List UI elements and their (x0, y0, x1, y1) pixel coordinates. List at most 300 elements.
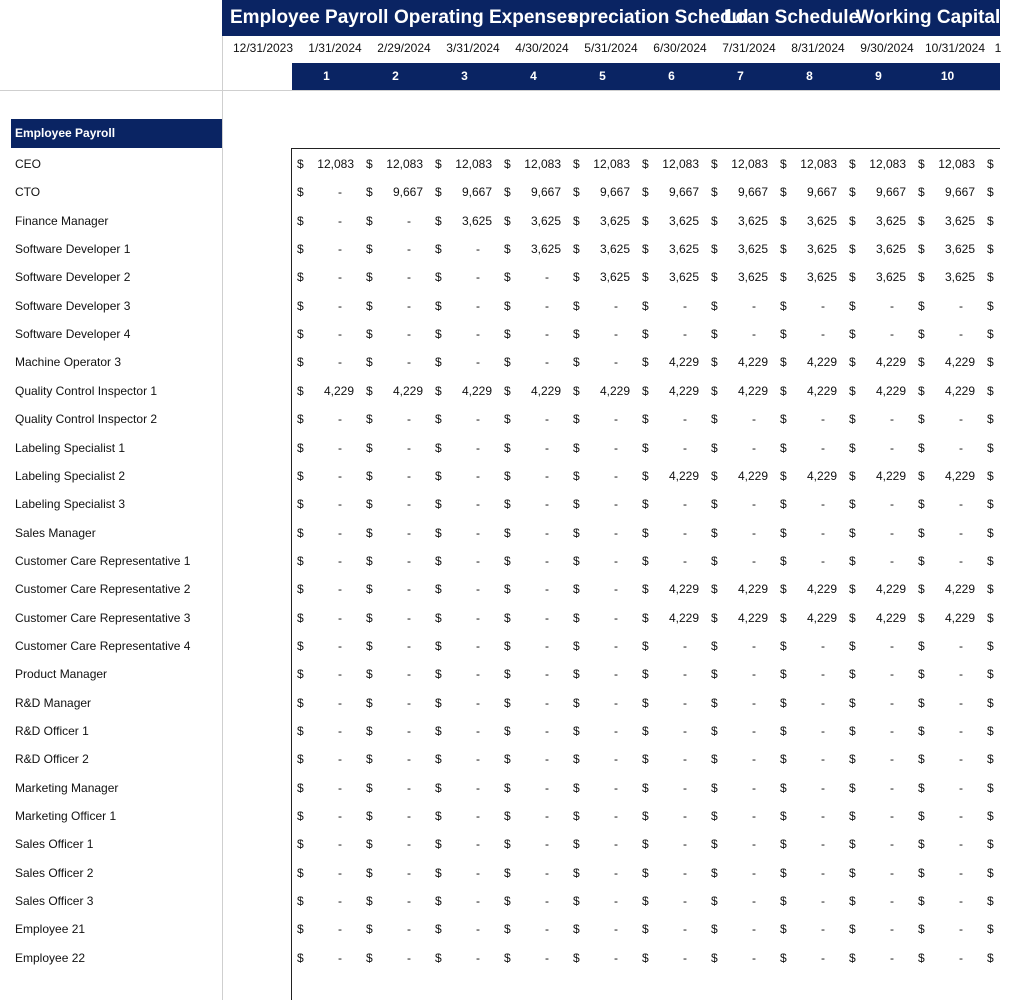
value-cell[interactable]: - (476, 752, 480, 767)
value-cell[interactable]: - (959, 667, 963, 682)
value-cell[interactable]: 4,229 (668, 582, 699, 597)
value-cell[interactable]: - (338, 440, 342, 455)
value-cell[interactable]: - (683, 412, 687, 427)
value-cell[interactable]: - (614, 752, 618, 767)
value-cell[interactable]: - (545, 922, 549, 937)
value-cell[interactable]: - (614, 440, 618, 455)
value-cell[interactable]: - (821, 667, 825, 682)
value-cell[interactable]: 3,625 (668, 213, 699, 228)
value-cell[interactable]: 3,625 (737, 213, 768, 228)
value-cell[interactable]: - (890, 553, 894, 568)
value-cell[interactable]: - (821, 950, 825, 965)
value-cell[interactable]: - (752, 724, 756, 738)
value-cell[interactable]: - (545, 468, 549, 483)
value-cell[interactable]: - (338, 724, 342, 738)
value-cell[interactable]: - (476, 667, 480, 682)
value-cell[interactable]: - (959, 809, 963, 824)
value-cell[interactable]: - (890, 638, 894, 653)
value-cell[interactable]: - (338, 553, 342, 568)
value-cell[interactable]: 12,083 (869, 157, 906, 171)
value-cell[interactable]: - (407, 667, 411, 682)
value-cell[interactable]: - (545, 809, 549, 824)
value-cell[interactable]: - (890, 752, 894, 767)
value-cell[interactable]: 9,667 (599, 185, 630, 200)
value-cell[interactable]: - (407, 922, 411, 937)
value-cell[interactable]: - (614, 837, 618, 852)
value-cell[interactable]: - (338, 667, 342, 682)
value-cell[interactable]: 4,229 (737, 610, 768, 625)
value-cell[interactable]: - (338, 213, 342, 228)
value-cell[interactable]: - (476, 809, 480, 824)
value-cell[interactable]: 4,229 (668, 610, 699, 625)
value-cell[interactable]: - (338, 922, 342, 937)
value-cell[interactable]: - (476, 865, 480, 880)
value-cell[interactable]: - (407, 270, 411, 285)
value-cell[interactable]: - (338, 780, 342, 795)
value-cell[interactable]: - (407, 950, 411, 965)
value-cell[interactable]: - (959, 553, 963, 568)
value-cell[interactable]: 4,229 (392, 383, 423, 398)
value-cell[interactable]: - (890, 922, 894, 937)
currency-symbol: $ (642, 837, 649, 852)
value-cell[interactable]: - (614, 412, 618, 427)
value-cell[interactable]: - (614, 355, 618, 370)
value-cell[interactable]: - (683, 667, 687, 682)
value-cell[interactable]: - (476, 468, 480, 483)
value-cell[interactable]: - (338, 752, 342, 767)
value-cell[interactable]: - (614, 638, 618, 653)
value-cell[interactable]: 3,625 (875, 242, 906, 257)
value-cell[interactable]: 3,625 (461, 213, 492, 228)
value-cell[interactable]: 4,229 (875, 610, 906, 625)
value-cell[interactable]: - (752, 412, 756, 427)
value-cell[interactable]: 4,229 (875, 582, 906, 597)
value-cell[interactable]: 9,667 (461, 185, 492, 200)
value-cell[interactable]: - (614, 298, 618, 313)
value-cell[interactable]: 4,229 (944, 582, 975, 597)
value-cell[interactable]: - (476, 327, 480, 342)
value-cell[interactable]: 3,625 (806, 270, 837, 285)
value-cell[interactable]: - (545, 610, 549, 625)
value-cell[interactable]: - (614, 894, 618, 909)
value-cell[interactable]: - (476, 837, 480, 852)
value-cell[interactable]: - (476, 610, 480, 625)
value-cell[interactable]: 12,083 (317, 157, 354, 171)
value-cell[interactable]: - (752, 553, 756, 568)
value-cell[interactable]: - (338, 412, 342, 427)
value-cell[interactable]: - (545, 695, 549, 710)
value-cell[interactable]: 4,229 (806, 383, 837, 398)
value-cell[interactable]: - (476, 950, 480, 965)
value-cell[interactable]: 3,625 (737, 270, 768, 285)
value-cell[interactable]: - (407, 582, 411, 597)
value-cell[interactable]: - (959, 412, 963, 427)
value-cell[interactable]: 3,625 (668, 242, 699, 257)
value-cell[interactable]: - (338, 894, 342, 909)
value-cell[interactable]: - (821, 497, 825, 512)
value-cell[interactable]: - (338, 809, 342, 824)
value-cell[interactable]: - (338, 298, 342, 313)
value-cell[interactable]: - (614, 667, 618, 682)
value-cell[interactable]: - (752, 865, 756, 880)
value-cell[interactable]: 4,229 (806, 468, 837, 483)
value-cell[interactable]: - (821, 809, 825, 824)
value-cell[interactable]: - (959, 922, 963, 937)
value-cell[interactable]: - (959, 950, 963, 965)
value-cell[interactable]: - (890, 950, 894, 965)
value-cell[interactable]: - (476, 355, 480, 370)
value-cell[interactable]: - (545, 355, 549, 370)
value-cell[interactable]: - (959, 525, 963, 540)
value-cell[interactable]: 12,083 (386, 157, 423, 171)
value-cell[interactable]: - (890, 327, 894, 342)
value-cell[interactable]: 3,625 (668, 270, 699, 285)
value-cell[interactable]: - (890, 837, 894, 852)
value-cell[interactable]: - (683, 298, 687, 313)
value-cell[interactable]: - (545, 950, 549, 965)
value-cell[interactable]: - (821, 752, 825, 767)
value-cell[interactable]: - (407, 213, 411, 228)
value-cell[interactable]: - (545, 497, 549, 512)
value-cell[interactable]: 4,229 (737, 582, 768, 597)
value-cell[interactable]: - (683, 440, 687, 455)
value-cell[interactable]: - (752, 525, 756, 540)
value-cell[interactable]: 12,083 (662, 157, 699, 171)
value-cell[interactable]: - (683, 922, 687, 937)
value-cell[interactable]: - (614, 525, 618, 540)
nav-link-4[interactable]: Loan Schedule (724, 7, 860, 28)
value-cell[interactable]: - (959, 865, 963, 880)
value-cell[interactable]: - (338, 610, 342, 625)
value-cell[interactable]: 4,229 (806, 355, 837, 370)
value-cell[interactable]: - (407, 242, 411, 257)
value-cell[interactable]: - (614, 865, 618, 880)
value-cell[interactable]: - (407, 610, 411, 625)
value-cell[interactable]: - (614, 497, 618, 512)
value-cell[interactable]: - (683, 752, 687, 767)
value-cell[interactable]: 3,625 (806, 213, 837, 228)
value-cell[interactable]: - (821, 695, 825, 710)
value-cell[interactable]: - (614, 695, 618, 710)
value-cell[interactable]: - (821, 440, 825, 455)
value-cell[interactable]: - (407, 553, 411, 568)
value-cell[interactable]: - (338, 582, 342, 597)
value-cell[interactable]: - (545, 327, 549, 342)
value-cell[interactable]: - (614, 610, 618, 625)
value-cell[interactable]: - (545, 667, 549, 682)
value-cell[interactable]: 3,625 (944, 242, 975, 257)
value-cell[interactable]: - (545, 440, 549, 455)
value-cell[interactable]: - (476, 638, 480, 653)
value-cell[interactable]: 3,625 (599, 270, 630, 285)
value-cell[interactable]: - (476, 695, 480, 710)
value-cell[interactable]: - (752, 922, 756, 937)
value-cell[interactable]: - (683, 695, 687, 710)
value-cell[interactable]: - (476, 440, 480, 455)
value-cell[interactable]: - (545, 752, 549, 767)
value-cell[interactable]: 9,667 (737, 185, 768, 200)
value-cell[interactable]: - (338, 950, 342, 965)
value-cell[interactable]: - (338, 638, 342, 653)
value-cell[interactable]: - (476, 724, 480, 738)
value-cell[interactable]: - (683, 497, 687, 512)
value-cell[interactable]: 4,229 (944, 468, 975, 483)
value-cell[interactable]: - (821, 327, 825, 342)
value-cell[interactable]: - (890, 780, 894, 795)
value-cell[interactable]: - (683, 780, 687, 795)
value-cell[interactable]: 9,667 (530, 185, 561, 200)
value-cell[interactable]: - (614, 922, 618, 937)
value-cell[interactable]: - (890, 440, 894, 455)
currency-symbol: $ (987, 894, 994, 909)
value-cell[interactable]: - (752, 809, 756, 824)
value-cell[interactable]: - (890, 724, 894, 738)
value-cell[interactable]: - (614, 553, 618, 568)
value-cell[interactable]: - (476, 894, 480, 909)
value-cell[interactable]: - (959, 837, 963, 852)
value-cell[interactable]: - (821, 724, 825, 738)
value-cell[interactable]: 4,229 (668, 355, 699, 370)
value-cell[interactable]: - (683, 894, 687, 909)
nav-link-5[interactable]: Working Capital (856, 7, 1001, 28)
value-cell[interactable]: - (890, 298, 894, 313)
value-cell[interactable]: - (476, 298, 480, 313)
value-cell[interactable]: 9,667 (668, 185, 699, 200)
value-cell[interactable]: - (545, 412, 549, 427)
value-cell[interactable]: - (683, 837, 687, 852)
value-cell[interactable]: - (752, 638, 756, 653)
value-cell[interactable]: - (338, 525, 342, 540)
value-cell[interactable]: 4,229 (806, 610, 837, 625)
value-cell[interactable]: - (821, 553, 825, 568)
nav-link-2[interactable]: Operating Expenses (394, 7, 578, 28)
value-cell[interactable]: - (614, 582, 618, 597)
value-cell[interactable]: - (683, 865, 687, 880)
value-cell[interactable]: - (545, 525, 549, 540)
value-cell[interactable]: - (476, 780, 480, 795)
value-cell[interactable]: - (614, 468, 618, 483)
value-cell[interactable]: - (614, 724, 618, 738)
currency-symbol: $ (849, 695, 856, 710)
value-cell[interactable]: - (476, 412, 480, 427)
value-cell[interactable]: - (821, 525, 825, 540)
value-cell[interactable]: - (821, 412, 825, 427)
value-cell[interactable]: - (407, 865, 411, 880)
value-cell[interactable]: 4,229 (737, 355, 768, 370)
value-cell[interactable]: 3,625 (806, 242, 837, 257)
value-cell[interactable]: - (683, 950, 687, 965)
value-cell[interactable]: - (338, 270, 342, 285)
value-cell[interactable]: - (476, 242, 480, 257)
value-cell[interactable]: 3,625 (599, 213, 630, 228)
value-cell[interactable]: - (407, 525, 411, 540)
value-cell[interactable]: 4,229 (875, 468, 906, 483)
value-cell[interactable]: 12,083 (731, 157, 768, 171)
value-cell[interactable]: - (752, 752, 756, 767)
value-cell[interactable]: - (407, 695, 411, 710)
value-cell[interactable]: - (407, 638, 411, 653)
value-cell[interactable]: - (614, 780, 618, 795)
value-cell[interactable]: - (683, 525, 687, 540)
value-cell[interactable]: - (407, 780, 411, 795)
value-cell[interactable]: - (752, 894, 756, 909)
value-cell[interactable]: - (407, 809, 411, 824)
value-cell[interactable]: - (545, 638, 549, 653)
value-cell[interactable]: 4,229 (875, 355, 906, 370)
value-cell[interactable]: - (683, 327, 687, 342)
currency-symbol: $ (573, 412, 580, 427)
value-cell[interactable]: - (338, 242, 342, 257)
value-cell[interactable]: - (614, 327, 618, 342)
value-cell[interactable]: 4,229 (737, 468, 768, 483)
value-cell[interactable]: - (407, 837, 411, 852)
value-cell[interactable]: 4,229 (737, 383, 768, 398)
value-cell[interactable]: - (752, 695, 756, 710)
value-cell[interactable]: 4,229 (668, 468, 699, 483)
value-cell[interactable]: - (407, 298, 411, 313)
value-cell[interactable]: - (476, 270, 480, 285)
value-cell[interactable]: - (407, 894, 411, 909)
value-cell[interactable]: - (476, 553, 480, 568)
value-cell[interactable]: - (407, 468, 411, 483)
value-cell[interactable]: - (890, 865, 894, 880)
value-cell[interactable]: - (338, 185, 342, 200)
value-cell[interactable]: 3,625 (875, 213, 906, 228)
value-cell[interactable]: - (683, 553, 687, 568)
value-cell[interactable]: - (890, 695, 894, 710)
value-cell[interactable]: - (752, 298, 756, 313)
value-cell[interactable]: 4,229 (944, 383, 975, 398)
value-cell[interactable]: - (890, 667, 894, 682)
value-cell[interactable]: - (407, 412, 411, 427)
value-cell[interactable]: - (614, 809, 618, 824)
value-cell[interactable]: - (959, 440, 963, 455)
value-cell[interactable]: - (476, 922, 480, 937)
value-cell[interactable]: - (338, 327, 342, 342)
nav-link-1[interactable]: Employee Payroll (230, 7, 389, 28)
value-cell[interactable]: 3,625 (875, 270, 906, 285)
nav-link-3[interactable]: epreciation Schedul (568, 7, 749, 28)
value-cell[interactable]: - (545, 894, 549, 909)
value-cell[interactable]: 4,229 (461, 383, 492, 398)
value-cell[interactable]: 9,667 (944, 185, 975, 200)
value-cell[interactable]: - (752, 440, 756, 455)
value-cell[interactable]: 3,625 (944, 213, 975, 228)
value-cell[interactable]: - (821, 922, 825, 937)
value-cell[interactable]: - (821, 837, 825, 852)
value-cell[interactable]: - (890, 412, 894, 427)
value-cell[interactable]: - (752, 667, 756, 682)
value-cell[interactable]: - (752, 327, 756, 342)
value-cell[interactable]: - (338, 695, 342, 710)
value-cell[interactable]: - (407, 327, 411, 342)
value-cell[interactable]: - (338, 497, 342, 512)
value-cell[interactable]: - (959, 327, 963, 342)
value-cell[interactable]: - (752, 837, 756, 852)
value-cell[interactable]: - (821, 298, 825, 313)
value-cell[interactable]: - (959, 724, 963, 738)
value-cell[interactable]: - (890, 497, 894, 512)
value-cell[interactable]: - (683, 809, 687, 824)
value-cell[interactable]: 12,083 (524, 157, 561, 171)
value-cell[interactable]: - (890, 894, 894, 909)
value-cell[interactable]: 4,229 (944, 610, 975, 625)
value-cell[interactable]: - (545, 270, 549, 285)
value-cell[interactable]: 12,083 (800, 157, 837, 171)
value-cell[interactable]: - (545, 553, 549, 568)
value-cell[interactable]: - (545, 298, 549, 313)
value-cell[interactable]: - (959, 638, 963, 653)
value-cell[interactable]: - (821, 894, 825, 909)
value-cell[interactable]: - (752, 780, 756, 795)
value-cell[interactable]: - (476, 497, 480, 512)
value-cell[interactable]: 3,625 (599, 242, 630, 257)
value-cell[interactable]: - (407, 497, 411, 512)
value-cell[interactable]: 4,229 (668, 383, 699, 398)
value-cell[interactable]: - (821, 638, 825, 653)
value-cell[interactable]: - (545, 582, 549, 597)
value-cell[interactable]: - (959, 894, 963, 909)
value-cell[interactable]: 4,229 (806, 582, 837, 597)
value-cell[interactable]: 9,667 (392, 185, 423, 200)
value-cell[interactable]: - (338, 355, 342, 370)
value-cell[interactable]: - (545, 837, 549, 852)
value-cell[interactable]: 4,229 (323, 383, 354, 398)
value-cell[interactable]: - (476, 525, 480, 540)
value-cell[interactable]: - (890, 809, 894, 824)
value-cell[interactable]: 9,667 (806, 185, 837, 200)
value-cell[interactable]: - (683, 638, 687, 653)
value-cell[interactable]: - (959, 695, 963, 710)
value-cell[interactable]: - (545, 865, 549, 880)
value-cell[interactable]: 4,229 (875, 383, 906, 398)
value-cell[interactable]: 3,625 (944, 270, 975, 285)
value-cell[interactable]: - (683, 724, 687, 738)
value-cell[interactable]: - (890, 525, 894, 540)
value-cell[interactable]: 12,083 (455, 157, 492, 171)
value-cell[interactable]: - (752, 497, 756, 512)
value-cell[interactable]: 12,083 (593, 157, 630, 171)
value-cell[interactable]: - (407, 724, 411, 738)
value-cell[interactable]: - (338, 865, 342, 880)
value-cell[interactable]: 12,083 (938, 157, 975, 171)
value-cell[interactable]: 4,229 (530, 383, 561, 398)
value-cell[interactable]: - (959, 298, 963, 313)
value-cell[interactable]: 3,625 (737, 242, 768, 257)
value-cell[interactable]: - (545, 724, 549, 738)
value-cell[interactable]: - (407, 355, 411, 370)
value-cell[interactable]: - (338, 837, 342, 852)
value-cell[interactable]: 4,229 (599, 383, 630, 398)
value-cell[interactable]: - (959, 497, 963, 512)
value-cell[interactable]: 9,667 (875, 185, 906, 200)
value-cell[interactable]: 3,625 (530, 213, 561, 228)
value-cell[interactable]: - (821, 780, 825, 795)
value-cell[interactable]: - (752, 950, 756, 965)
value-cell[interactable]: 4,229 (944, 355, 975, 370)
value-cell[interactable]: - (545, 780, 549, 795)
value-cell[interactable]: - (959, 780, 963, 795)
value-cell[interactable]: - (338, 468, 342, 483)
value-cell[interactable]: - (476, 582, 480, 597)
value-cell[interactable]: - (821, 865, 825, 880)
value-cell[interactable]: 3,625 (530, 242, 561, 257)
value-cell[interactable]: - (407, 440, 411, 455)
value-cell[interactable]: - (614, 950, 618, 965)
value-cell[interactable]: - (407, 752, 411, 767)
currency-symbol: $ (435, 468, 442, 483)
value-cell[interactable]: - (959, 752, 963, 767)
